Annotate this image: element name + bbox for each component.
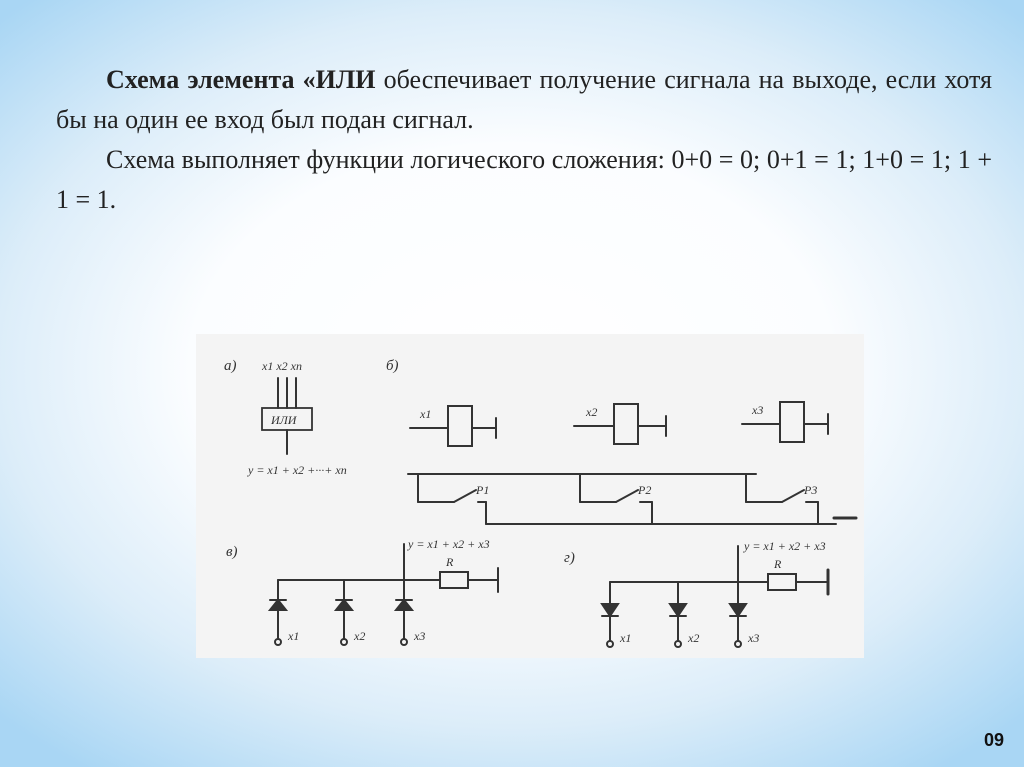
relay-contact-3: P3 [804,483,818,497]
diode-input-v-2: x2 [354,629,366,643]
paragraph-logic: Схема выполняет функции логического сложения: 0+0 = 0; 0+1 = 1; 1+0 = 1; 1 + 1 = 1. [56,145,992,214]
label-g: г) [564,550,575,566]
circuit-diagrams [196,334,864,658]
label-b: б) [386,358,399,374]
output-formula-v: y = x1 + x2 + x3 [408,537,490,551]
relay-input-1: x1 [420,407,432,421]
gate-label: ИЛИ [271,413,297,427]
relay-input-3: x3 [752,403,764,417]
label-a: а) [224,358,237,374]
slide-text [56,60,992,220]
diode-input-g-1: x1 [620,631,632,645]
or-circuit-figure [196,334,864,658]
gate-formula: y = x1 + x2 +···+ xn [248,463,347,477]
resistor-label-v: R [446,555,454,569]
relay-input-2: x2 [586,405,598,419]
gate-inputs-label: x1 x2 xn [262,359,302,373]
label-v: в) [226,544,238,560]
relay-contact-2: P2 [638,483,652,497]
resistor-label-g: R [774,557,782,571]
definition-bold: Схема элемента «ИЛИ [106,65,376,94]
definition-rest: обеспечивает получение сигнала на выходе, если хотя бы на один ее вход был подан сигнал. [56,65,993,134]
relay-contact-network [408,474,856,524]
paragraph-definition [56,60,992,140]
diode-input-v-3: x3 [414,629,426,643]
diode-input-g-2: x2 [688,631,700,645]
relay-contact-1: P1 [476,483,490,497]
diode-circuit-v [270,544,498,645]
page-number: 09 [983,730,1004,750]
output-formula-g: y = x1 + x2 + x3 [744,539,826,553]
diode-input-v-1: x1 [288,629,300,643]
diode-circuit-g [602,546,828,647]
diode-input-g-3: x3 [748,631,760,645]
